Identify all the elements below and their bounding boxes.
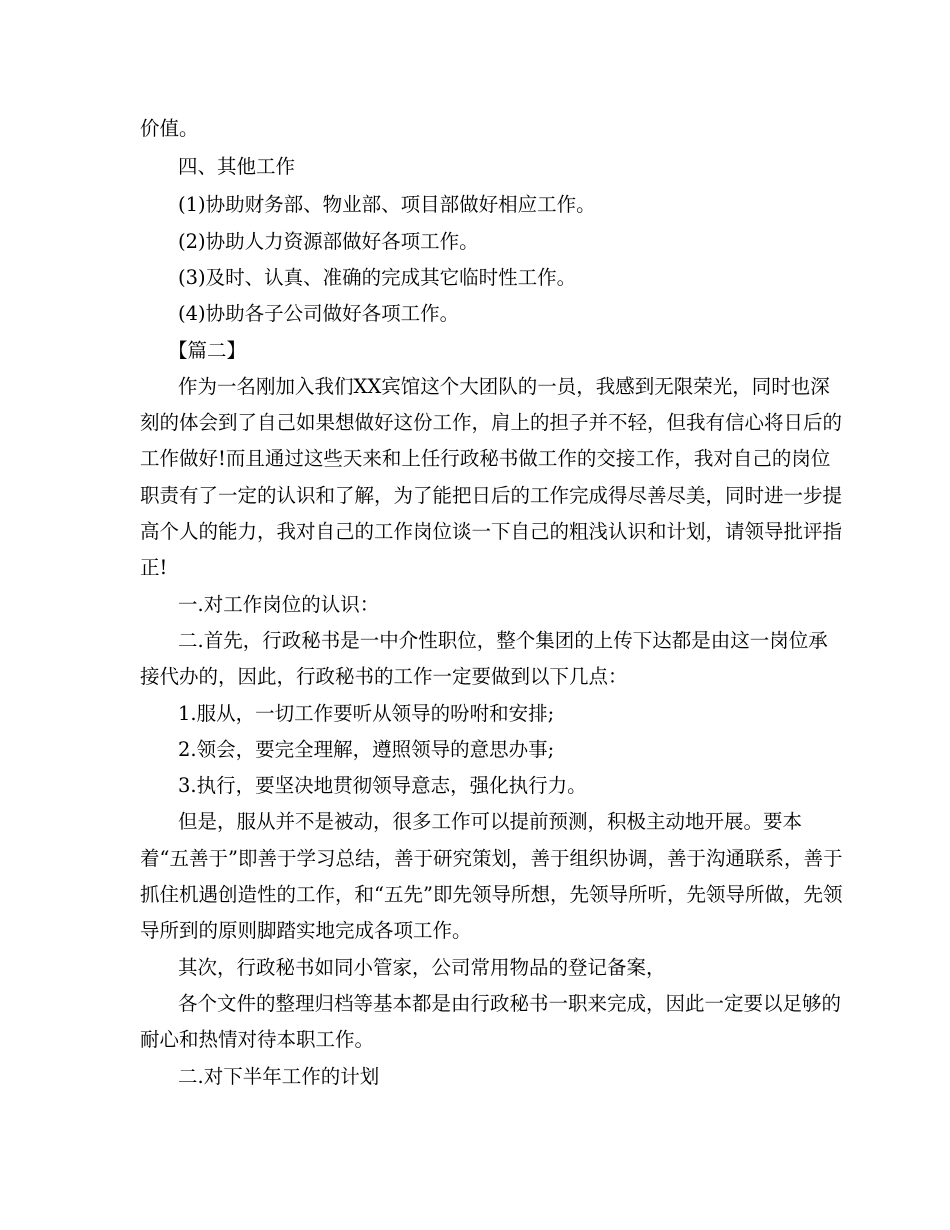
paragraph-line: 正! bbox=[140, 556, 168, 579]
paragraph-line: 其次，行政秘书如同小管家，公司常用物品的登记备案， bbox=[178, 956, 666, 979]
paragraph-line: 接代办的，因此，行政秘书的工作一定要做到以下几点： bbox=[140, 665, 628, 688]
paragraph-line: 耐心和热情对待本职工作。 bbox=[140, 1028, 375, 1051]
paragraph-line: 着“五善于”即善于学习总结，善于研究策划，善于组织协调，善于沟通联系，善于 bbox=[140, 847, 843, 870]
paragraph-line: 作为一名刚加入我们XX宾馆这个大团队的一员，我感到无限荣光，同时也深 bbox=[178, 375, 830, 398]
numbered-item-2: 2.领会，要完全理解，遵照领导的意思办事; bbox=[178, 738, 555, 761]
numbered-item-1: 1.服从，一切工作要听从领导的吩咐和安排; bbox=[178, 702, 555, 725]
paragraph-line: 工作做好!而且通过这些天来和上任行政秘书做工作的交接工作，我对自己的岗位 bbox=[140, 447, 831, 470]
section-heading-second-half-plan: 二.对下半年工作的计划 bbox=[178, 1065, 380, 1088]
list-item-4: (4)协助各子公司做好各项工作。 bbox=[178, 302, 460, 325]
section-heading-other-work: 四、其他工作 bbox=[178, 155, 296, 178]
chapter-heading-part-two: 【篇二】 bbox=[168, 339, 247, 362]
paragraph-line: 高个人的能力，我对自己的工作岗位谈一下自己的粗浅认识和计划，请领导批评指 bbox=[140, 520, 843, 543]
text-line-1: 价值。 bbox=[140, 117, 199, 140]
paragraph-line: 各个文件的整理归档等基本都是由行政秘书一职来完成，因此一定要以足够的 bbox=[178, 992, 842, 1015]
paragraph-line: 导所到的原则脚踏实地完成各项工作。 bbox=[140, 919, 472, 942]
paragraph-line: 二.首先，行政秘书是一中介性职位，整个集团的上传下达都是由这一岗位承 bbox=[178, 629, 828, 652]
paragraph-line: 但是，服从并不是被动，很多工作可以提前预测，积极主动地开展。要本 bbox=[178, 810, 803, 833]
numbered-item-3: 3.执行，要坚决地贯彻领导意志，强化执行力。 bbox=[178, 774, 587, 797]
list-item-2: (2)协助人力资源部做好各项工作。 bbox=[178, 230, 479, 253]
list-item-3: (3)及时、认真、准确的完成其它临时性工作。 bbox=[178, 266, 577, 289]
paragraph-line: 刻的体会到了自己如果想做好这份工作，肩上的担子并不轻，但我有信心将日后的 bbox=[140, 411, 843, 434]
section-heading-job-understanding: 一.对工作岗位的认识： bbox=[178, 593, 380, 616]
list-item-1: (1)协助财务部、物业部、项目部做好相应工作。 bbox=[178, 193, 596, 216]
paragraph-line: 抓住机遇创造性的工作，和“五先”即先领导所想，先领导所听，先领导所做，先领 bbox=[140, 883, 843, 906]
paragraph-line: 职责有了一定的认识和了解，为了能把日后的工作完成得尽善尽美，同时进一步提 bbox=[140, 484, 843, 507]
